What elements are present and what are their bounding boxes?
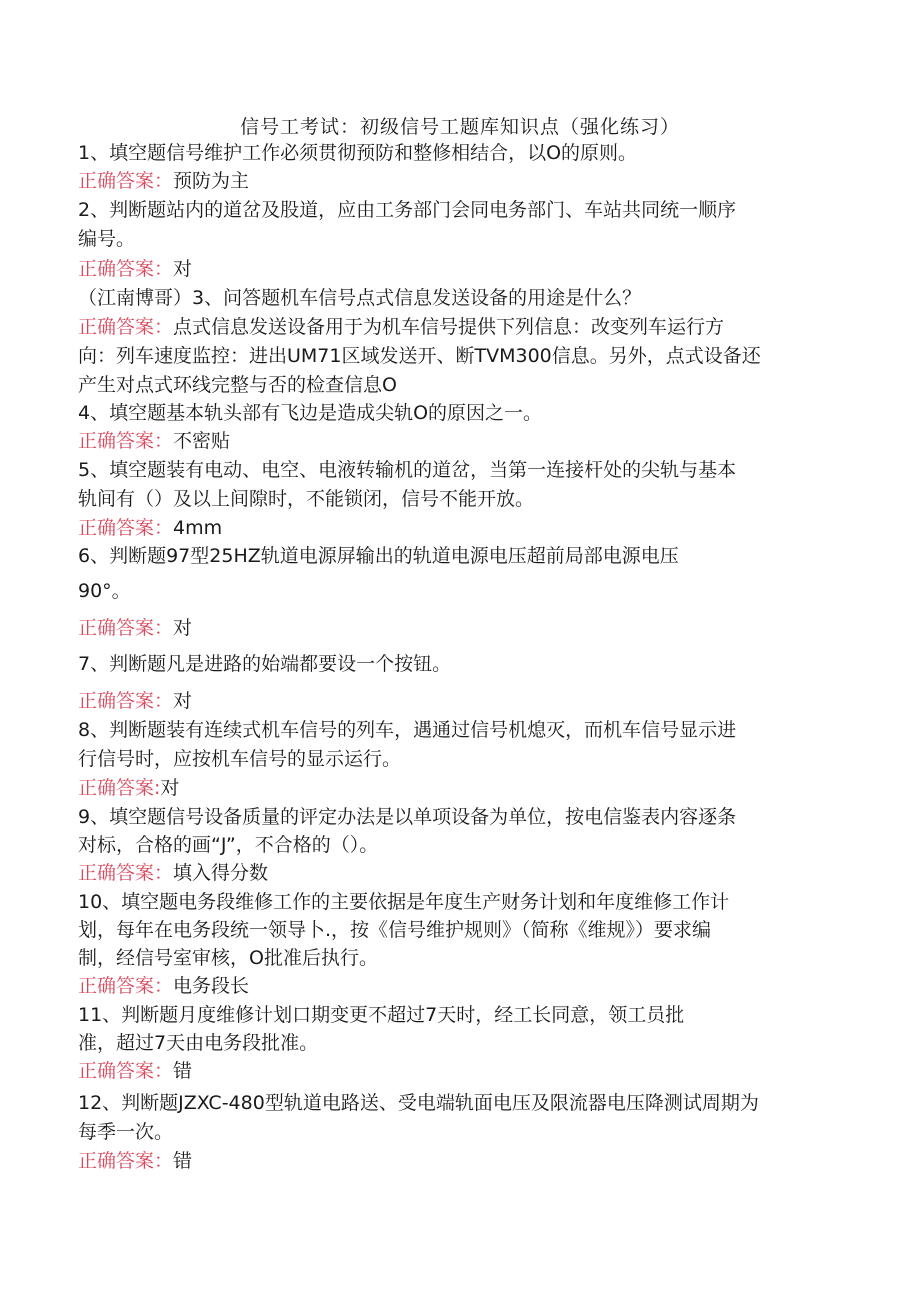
answer-9-value: 填入得分数 [173, 862, 269, 884]
answer-11 [78, 1056, 192, 1086]
answer-11-value: 错 [173, 1060, 193, 1082]
answer-7 [78, 686, 192, 716]
answer-3 [78, 312, 724, 342]
question-8-line-1: 8、判断题装有连续式机车信号的列车，遇通过信号机熄灭，而机车信号显示进 [78, 719, 737, 741]
answer-label: 正确答案： [78, 690, 174, 712]
answer-5 [78, 513, 222, 543]
answer-5-value: 4mm [173, 517, 223, 539]
question-9-line-1: 9、填空题信号设备质量的评定办法是以单项设备为单位，按电信鉴表内容逐条 [78, 806, 737, 828]
page-title: 信号工考试：初级信号工题库知识点（强化练习） [239, 116, 680, 138]
answer-1 [78, 166, 249, 196]
answer-3-line-2: 向：列车速度监控：进出UM71区域发送开、断TVM300信息。另外，点式设备还 [78, 345, 761, 367]
answer-8 [78, 773, 179, 803]
answer-12 [78, 1146, 192, 1176]
answer-label: 正确答案： [78, 617, 174, 639]
answer-10 [78, 971, 249, 1001]
answer-12-value: 错 [173, 1150, 193, 1172]
question-12-line-2: 每季一次。 [78, 1121, 174, 1143]
answer-label: 正确答案: [78, 777, 161, 799]
question-2-line-1: 2、判断题站内的道岔及股道，应由工务部门会同电务部门、车站共同统一顺序 [78, 199, 737, 221]
question-10-line-3: 制，经信号室审核，O批准后执行。 [78, 947, 378, 969]
answer-label: 正确答案： [78, 1150, 174, 1172]
answer-label: 正确答案： [78, 430, 174, 452]
answer-1-value: 预防为主 [173, 170, 250, 192]
question-9-line-2: 对标，合格的画“J”，不合格的（）。 [78, 834, 379, 856]
answer-3-line-3: 产生对点式环线完整与否的检查信息O [78, 374, 397, 396]
question-12-line-1: 12、判断题JZXC-480型轨道电路送、受电端轨面电压及限流器电压降测试周期为 [78, 1092, 759, 1114]
answer-label: 正确答案： [78, 1060, 174, 1082]
question-5-line-2: 轨间有（）及以上间隙时，不能锁闭，信号不能开放。 [78, 488, 535, 510]
answer-label: 正确答案： [78, 517, 174, 539]
question-11-line-2: 准，超过7天由电务段批准。 [78, 1032, 319, 1054]
question-5-line-1: 5、填空题装有电动、电空、电液转输机的道岔，当第一连接杆处的尖轨与基本 [78, 459, 737, 481]
answer-label: 正确答案： [78, 862, 174, 884]
question-7-line-1: 7、判断题凡是进路的始端都要设一个按钮。 [78, 653, 452, 675]
question-3-line-1: （江南博哥）3、问答题机车信号点式信息发送设备的用途是什么？ [78, 287, 642, 309]
answer-8-value: 对 [160, 777, 180, 799]
answer-6-value: 对 [173, 617, 193, 639]
answer-7-value: 对 [173, 690, 193, 712]
answer-2 [78, 254, 192, 284]
question-11-line-1: 11、判断题月度维修计划口期变更不超过7天时，经工长同意，领工员批 [78, 1004, 685, 1026]
answer-3-value: 点式信息发送设备用于为机车信号提供下列信息：改变列车运行方 [173, 316, 725, 338]
answer-label: 正确答案： [78, 258, 174, 280]
answer-4 [78, 426, 230, 456]
question-6-line-2: 90°。 [78, 580, 131, 602]
question-8-line-2: 行信号时，应按机车信号的显示运行。 [78, 748, 402, 770]
question-10-line-2: 划，每年在电务段统一领导卜.，按《信号维护规则》（简称《维规》）要求编 [78, 919, 712, 941]
question-1-line-1: 1、填空题信号维护工作必须贯彻预防和整修相结合，以O的原则。 [78, 142, 638, 164]
answer-6 [78, 613, 192, 643]
answer-label: 正确答案： [78, 975, 174, 997]
answer-10-value: 电务段长 [173, 975, 250, 997]
answer-label: 正确答案： [78, 316, 174, 338]
question-2-line-2: 编号。 [78, 228, 136, 250]
question-10-line-1: 10、填空题电务段维修工作的主要依据是年度生产财务计划和年度维修工作计 [78, 891, 730, 913]
answer-label: 正确答案： [78, 170, 174, 192]
answer-4-value: 不密贴 [173, 430, 231, 452]
question-6-line-1: 6、判断题97型25HZ轨道电源屏输出的轨道电源电压超前局部电源电压 [78, 545, 679, 567]
question-4-line-1: 4、填空题基本轨头部有飞边是造成尖轨O的原因之一。 [78, 402, 543, 424]
answer-9 [78, 858, 268, 888]
answer-2-value: 对 [173, 258, 193, 280]
